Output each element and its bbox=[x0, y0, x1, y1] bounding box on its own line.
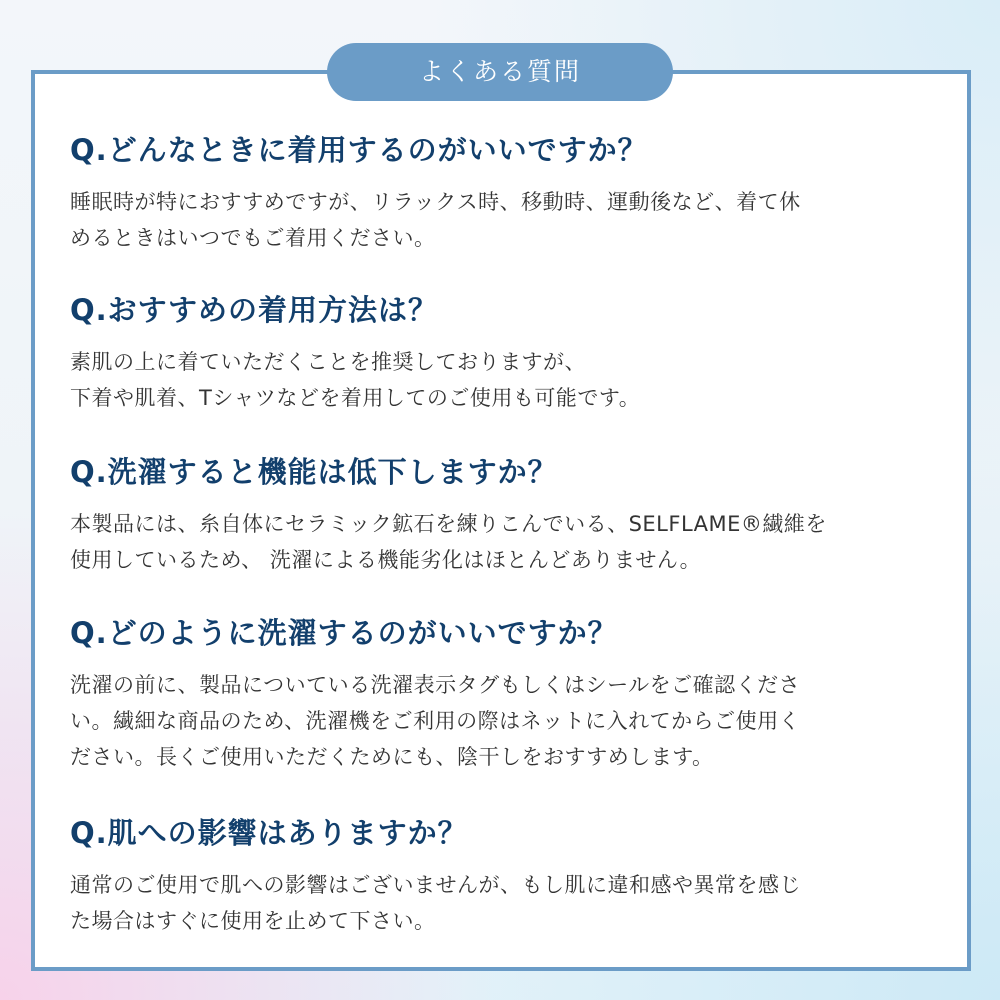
faq-answer-line: 通常のご使用で肌への影響はございませんが、もし肌に違和感や異常を感じ bbox=[70, 873, 801, 897]
faq-answer-line: た場合はすぐに使用を止めて下さい。 bbox=[70, 909, 436, 933]
faq-question: Q.洗濯すると機能は低下しますか？ bbox=[70, 455, 558, 489]
faq-answer-line: 下着や肌着、Tシャツなどを着用してのご使用も可能です。 bbox=[70, 386, 641, 410]
faq-item bbox=[70, 290, 930, 416]
faq-answer bbox=[70, 506, 930, 578]
faq-answer-line: 素肌の上に着ていただくことを推奨しておりますが、 bbox=[70, 350, 586, 374]
faq-answer-line: い。繊細な商品のため、洗濯機をご利用の際はネットに入れてからご使用く bbox=[70, 709, 801, 733]
faq-answer-line: 使用しているため、 洗濯による機能劣化はほとんどありません。 bbox=[70, 548, 702, 572]
faq-title: よくある質問 bbox=[418, 57, 581, 86]
faq-answer-line: 本製品には、糸自体にセラミック鉱石を練りこんでいる、SELFLAME®繊維を bbox=[70, 512, 827, 536]
faq-question: Q.どんなときに着用するのがいいですか？ bbox=[70, 133, 648, 167]
faq-item bbox=[70, 452, 930, 578]
faq-answer bbox=[70, 667, 930, 775]
faq-answer bbox=[70, 344, 930, 416]
faq-question: Q.肌への影響はありますか？ bbox=[70, 816, 468, 850]
faq-item bbox=[70, 130, 930, 256]
faq-question: Q.どのように洗濯するのがいいですか？ bbox=[70, 616, 618, 650]
faq-answer-line: めるときはいつでもご着用ください。 bbox=[70, 226, 436, 250]
faq-answer-line: ださい。長くご使用いただくためにも、陰干しをおすすめします。 bbox=[70, 745, 714, 769]
faq-answer bbox=[70, 867, 930, 939]
faq-item bbox=[70, 613, 930, 775]
faq-question: Q.おすすめの着用方法は？ bbox=[70, 293, 438, 327]
faq-item bbox=[70, 813, 930, 939]
faq-title-badge bbox=[327, 43, 673, 101]
faq-answer bbox=[70, 184, 930, 256]
faq-answer-line: 睡眠時が特におすすめですが、リラックス時、移動時、運動後など、着て休 bbox=[70, 190, 801, 214]
faq-answer-line: 洗濯の前に、製品についている洗濯表示タグもしくはシールをご確認くださ bbox=[70, 673, 801, 697]
